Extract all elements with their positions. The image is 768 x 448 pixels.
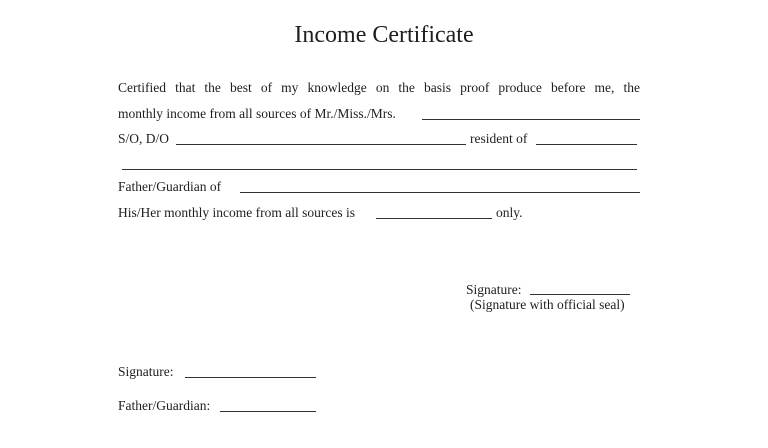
signature-label: Signature: bbox=[118, 364, 174, 379]
address-blank[interactable] bbox=[122, 169, 637, 170]
parent-name-blank[interactable] bbox=[176, 144, 466, 145]
so-do-label: S/O, D/O bbox=[118, 131, 170, 146]
monthly-income-label: His/Her monthly income from all sources is bbox=[118, 205, 355, 220]
signature-blank[interactable] bbox=[185, 377, 316, 378]
income-amount-blank[interactable] bbox=[376, 218, 492, 219]
certificate-line-1: Certified that the best of my knowledge on the basis proof produce before me, the bbox=[118, 80, 640, 95]
name-blank[interactable] bbox=[422, 119, 640, 120]
guardian-label: Father/Guardian: bbox=[118, 398, 211, 413]
guardian-signature-blank[interactable] bbox=[220, 411, 316, 412]
father-guardian-blank[interactable] bbox=[240, 192, 640, 193]
residence-blank[interactable] bbox=[536, 144, 637, 145]
page-title: Income Certificate bbox=[294, 22, 474, 48]
only-label: only. bbox=[496, 205, 523, 220]
certificate-line-2: monthly income from all sources of Mr./Miss./Mrs. bbox=[118, 106, 396, 121]
father-guardian-of-label: Father/Guardian of bbox=[118, 179, 222, 194]
official-signature-label: Signature: bbox=[466, 282, 522, 297]
official-signature-blank[interactable] bbox=[530, 294, 630, 295]
official-seal-note: (Signature with official seal) bbox=[470, 297, 625, 312]
resident-of-label: resident of bbox=[470, 131, 528, 146]
